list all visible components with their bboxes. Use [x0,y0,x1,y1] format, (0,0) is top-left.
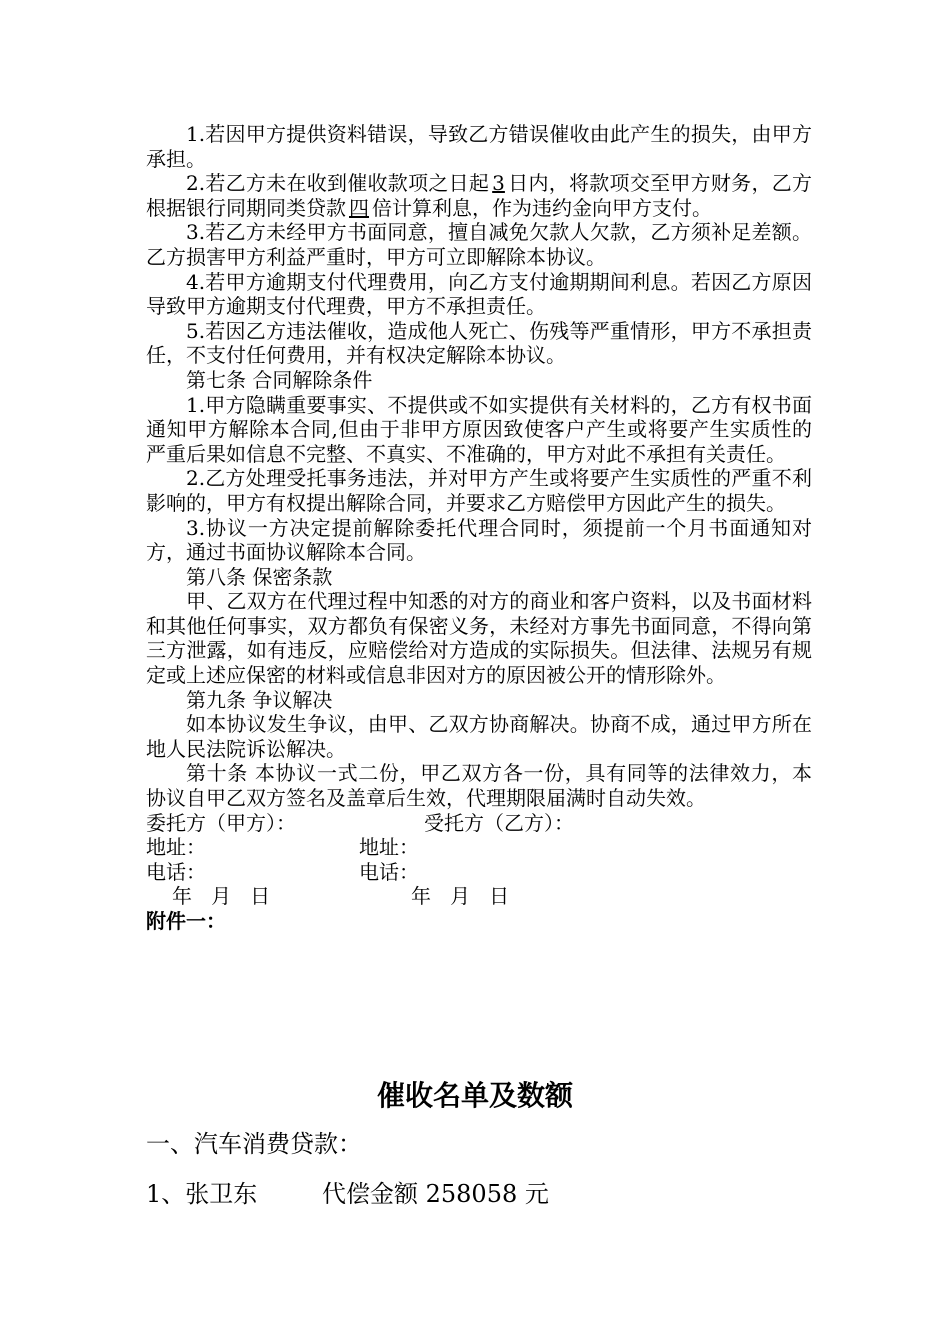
clause-6-3: 3.若乙方未经甲方书面同意，擅自减免欠款人欠款，乙方须补足差额。乙方损害甲方利益严重时，甲方可立即解除本协议。 [146,220,812,269]
party-a-phone-label: 电话： [146,859,206,884]
article-8-title: 第八条 保密条款 [186,564,333,589]
contract-body [146,122,812,934]
party-b-label: 受托方（乙方）： [424,810,574,835]
party-a-date: 年 月 日 [172,884,271,909]
times-value: 四 [349,195,369,220]
clause-6-2: 2.若乙方未在收到催收款项之日起 3 日内，将款项交至甲方财务，乙方根据银行同期同类贷款 四 倍计算利息，作为违约金向甲方支付。 [146,171,812,220]
debtor-amount: 代偿金额 258058 元 [322,1180,549,1208]
clause-6-5: 5.若因乙方违法催收，造成他人死亡、伤残等严重情形，甲方不承担责任，不支付任何费用，并有权决定解除本协议。 [146,318,812,368]
clause-7-3: 3.协议一方决定提前解除委托代理合同时，须提前一个月书面通知对方，通过书面协议解除本合同。 [146,515,812,565]
signature-dates [146,884,812,909]
article-9-title: 第九条 争议解决 [186,687,333,712]
clause-6-4: 4.若甲方逾期支付代理费用，向乙方支付逾期期间利息。若因乙方原因导致甲方逾期支付代理费，甲方不承担责任。 [146,269,812,319]
party-b-date: 年 月 日 [411,884,510,909]
signature-parties [146,811,812,836]
clause-7-1: 1.甲方隐瞒重要事实、不提供或不如实提供有关材料的，乙方有权书面通知甲方解除本合同,但由于非甲方原因致使客户产生或将要产生实质性的严重后果如信息不完整、不真实、不准确的，甲方对此不承担有关责任。 [146,392,812,466]
list-item [146,1178,549,1210]
days-value: 3 [492,171,505,196]
party-a-label: 委托方（甲方）： [146,810,296,835]
party-b-phone-label: 电话： [359,859,419,884]
article-8-text: 甲、乙双方在代理过程中知悉的对方的商业和客户资料，以及书面材料和其他任何事实，双方都负有保密义务，未经对方事先书面同意，不得向第三方泄露，如有违反，应赔偿给对方造成的实际损失。但法律、法规另有规定或上述应保密的材料或信息非因对方的原因被公开的情形除外。 [146,589,812,688]
party-a-address-label: 地址： [146,835,206,860]
attachment-section-title: 一、汽车消费贷款： [146,1130,362,1158]
article-7-title: 第七条 合同解除条件 [186,367,373,392]
attachment-label: 附件一： [146,909,226,933]
signature-phone [146,860,812,885]
article-10-text: 第十条 本协议一式二份，甲乙双方各一份，具有同等的法律效力，本协议自甲乙双方签名及盖章后生效，代理期限届满时自动失效。 [146,761,812,811]
clause-6-1: 1.若因甲方提供资料错误，导致乙方错误催收由此产生的损失，由甲方承担。 [146,122,812,171]
clause-7-2: 2.乙方处理受托事务违法，并对甲方产生或将要产生实质性的严重不利影响的，甲方有权提出解除合同，并要求乙方赔偿甲方因此产生的损失。 [146,466,812,515]
debtor-name: 1、张卫东 [146,1180,258,1208]
attachment-heading: 催收名单及数额 [376,1079,573,1112]
signature-address [146,835,812,860]
party-b-address-label: 地址： [359,835,419,860]
article-9-text: 如本协议发生争议，由甲、乙双方协商解决。协商不成，通过甲方所在地人民法院诉讼解决。 [146,712,812,761]
